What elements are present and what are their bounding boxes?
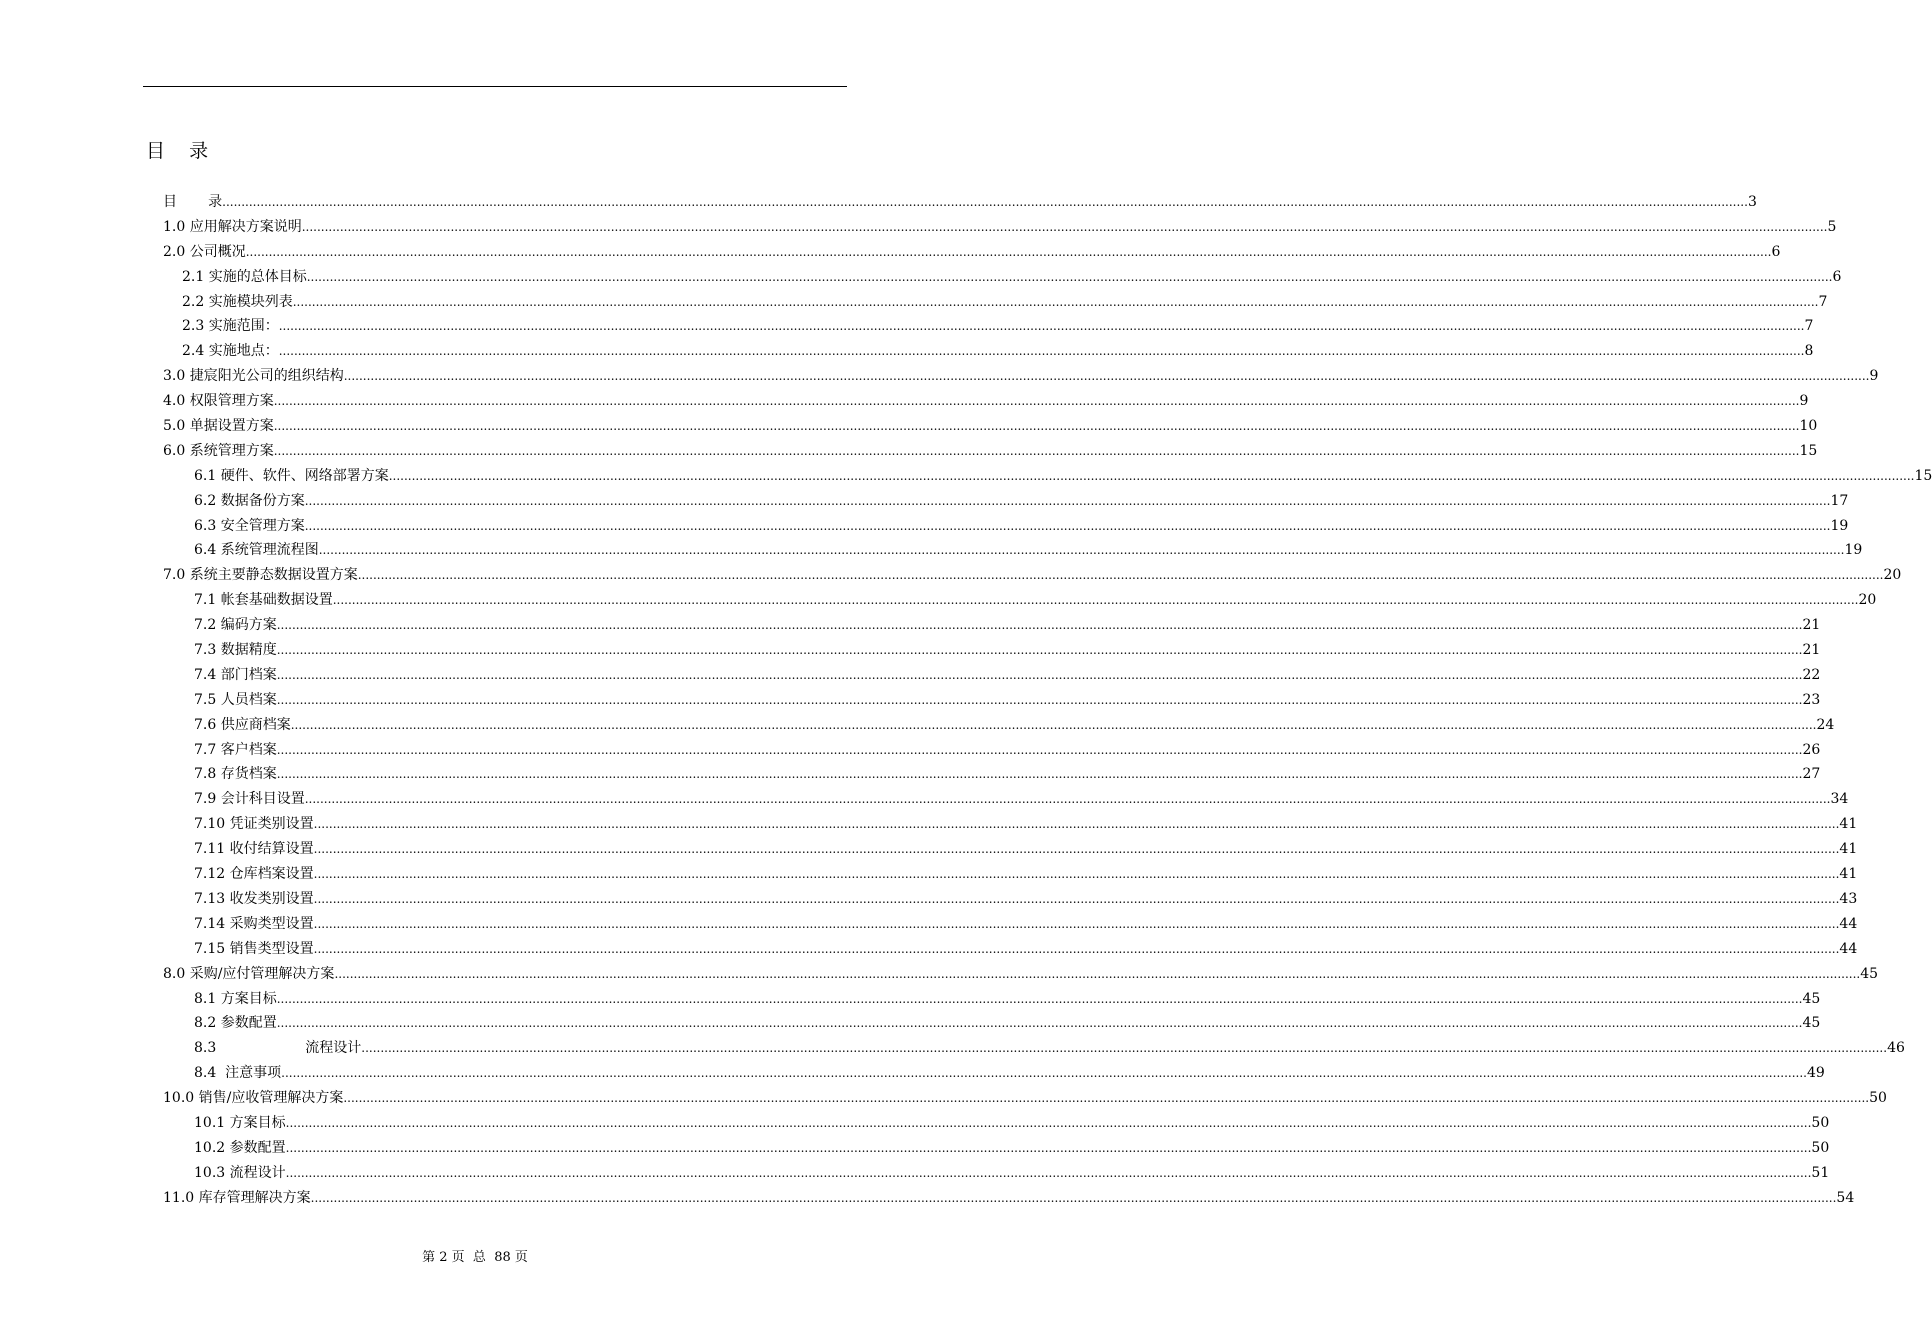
toc-entry-page: 9 <box>1799 393 1809 410</box>
toc-entry-title: 7.8 存货档案 <box>194 766 277 783</box>
toc-entry[interactable] <box>163 339 1814 364</box>
toc-entry-page: 23 <box>1802 691 1821 708</box>
toc-entry-page: 50 <box>1869 1090 1887 1107</box>
toc-leader-dots: ................................................................................................................................................................................................................................................................................................................................................................................................................ <box>273 394 1800 409</box>
toc-leader-dots: ................................................................................................................................................................................................................................................................................................................................................................................................................ <box>245 244 1772 259</box>
toc-leader-dots: ................................................................................................................................................................................................................................................................................................................................................................................................................ <box>276 618 1803 633</box>
toc-entry-page: 46 <box>1887 1040 1905 1057</box>
toc-entry-title: 7.14 采购类型设置 <box>194 915 314 932</box>
toc-entry-title: 5.0 单据设置方案 <box>163 418 274 435</box>
header-rule <box>143 86 847 87</box>
toc-entry-title: 7.15 销售类型设置 <box>194 940 314 957</box>
toc-entry[interactable] <box>163 787 1849 812</box>
toc-entry-page: 19 <box>1844 542 1863 559</box>
toc-leader-dots: ................................................................................................................................................................................................................................................................................................................................................................................................................ <box>285 1165 1812 1180</box>
toc-entry-page: 7 <box>1818 293 1828 310</box>
toc-entry[interactable] <box>163 613 1821 638</box>
toc-entry-page: 41 <box>1839 841 1858 858</box>
toc-entry-page: 21 <box>1802 617 1821 634</box>
toc-entry[interactable] <box>163 738 1821 763</box>
toc-entry[interactable] <box>163 364 1879 389</box>
toc-leader-dots: ................................................................................................................................................................................................................................................................................................................................................................................................................ <box>343 1091 1870 1106</box>
toc-entry-page: 41 <box>1839 866 1858 883</box>
toc-leader-dots: ................................................................................................................................................................................................................................................................................................................................................................................................................ <box>222 195 1748 209</box>
toc-entry-title: 1.0 应用解决方案说明 <box>163 218 302 235</box>
toc-leader-dots: ................................................................................................................................................................................................................................................................................................................................................................................................................ <box>304 518 1831 533</box>
toc-entry-title: 10.0 销售/应收管理解决方案 <box>163 1090 344 1107</box>
toc-leader-dots: ................................................................................................................................................................................................................................................................................................................................................................................................................ <box>278 319 1805 334</box>
toc-entry[interactable] <box>163 1186 1855 1211</box>
toc-leader-dots: ................................................................................................................................................................................................................................................................................................................................................................................................................ <box>306 269 1833 284</box>
toc-entry[interactable] <box>163 563 1902 588</box>
toc-leader-dots: ................................................................................................................................................................................................................................................................................................................................................................................................................ <box>310 1190 1837 1205</box>
toc-entry[interactable] <box>163 538 1863 563</box>
toc-entry-page: 50 <box>1811 1114 1830 1131</box>
toc-entry-title: 6.2 数据备份方案 <box>194 492 305 509</box>
toc-leader-dots: ................................................................................................................................................................................................................................................................................................................................................................................................................ <box>332 593 1859 608</box>
toc-entry-title: 2.1 实施的总体目标 <box>182 268 307 285</box>
toc-entry-page: 6 <box>1832 268 1842 285</box>
toc-entry-title: 2.0 公司概况 <box>163 243 246 260</box>
toc-entry[interactable] <box>163 1086 1887 1111</box>
toc-entry[interactable] <box>163 962 1879 987</box>
toc-entry-title: 7.5 人员档案 <box>194 691 277 708</box>
toc-entry-page: 49 <box>1806 1065 1825 1082</box>
toc-entry[interactable] <box>163 439 1818 464</box>
toc-leader-dots: ................................................................................................................................................................................................................................................................................................................................................................................................................ <box>313 842 1840 857</box>
toc-entry[interactable] <box>163 290 1828 315</box>
toc-entry[interactable] <box>163 588 1877 613</box>
toc-entry-page: 6 <box>1771 243 1781 260</box>
toc-entry-title: 10.1 方案目标 <box>194 1114 286 1131</box>
toc-entry-page: 17 <box>1830 492 1849 509</box>
toc-entry-title: 7.11 收付结算设置 <box>194 841 314 858</box>
toc-entry-title: 7.13 收发类别设置 <box>194 890 314 907</box>
toc-entry[interactable] <box>163 190 1757 215</box>
toc-entry-page: 22 <box>1802 666 1821 683</box>
toc-entry-title: 2.4 实施地点： <box>182 343 279 360</box>
toc-entry-page: 3 <box>1747 194 1757 210</box>
toc-entry[interactable] <box>163 314 1814 339</box>
toc-entry-title: 10.2 参数配置 <box>194 1139 286 1156</box>
toc-entry-title: 7.10 凭证类别设置 <box>194 816 314 833</box>
toc-leader-dots: ................................................................................................................................................................................................................................................................................................................................................................................................................ <box>343 369 1870 384</box>
toc-entry-title: 7.9 会计科目设置 <box>194 791 305 808</box>
toc-leader-dots: ................................................................................................................................................................................................................................................................................................................................................................................................................ <box>304 493 1831 508</box>
toc-entry[interactable] <box>163 663 1821 688</box>
toc-entry-page: 10 <box>1799 418 1818 435</box>
toc-leader-dots: ................................................................................................................................................................................................................................................................................................................................................................................................................ <box>318 543 1845 558</box>
toc-entry-page: 20 <box>1858 592 1877 609</box>
toc-entry[interactable] <box>163 414 1818 439</box>
toc-entry-page: 45 <box>1860 965 1879 982</box>
toc-entry-page: 54 <box>1836 1189 1855 1206</box>
toc-entry[interactable] <box>163 1011 1821 1036</box>
toc-entry-title: 8.1 方案目标 <box>194 990 277 1007</box>
toc-leader-dots: ................................................................................................................................................................................................................................................................................................................................................................................................................ <box>301 219 1828 234</box>
toc-leader-dots: ................................................................................................................................................................................................................................................................................................................................................................................................................ <box>388 468 1915 483</box>
toc-leader-dots: ................................................................................................................................................................................................................................................................................................................................................................................................................ <box>276 1016 1803 1031</box>
table-of-contents <box>163 190 1932 1211</box>
toc-entry[interactable] <box>163 215 1837 240</box>
toc-entry[interactable] <box>163 987 1821 1012</box>
toc-leader-dots: ................................................................................................................................................................................................................................................................................................................................................................................................................ <box>285 1115 1812 1130</box>
toc-entry-page: 34 <box>1830 791 1849 808</box>
toc-entry[interactable] <box>163 1136 1830 1161</box>
toc-entry[interactable] <box>163 762 1821 787</box>
toc-entry-title: 7.1 帐套基础数据设置 <box>194 592 333 609</box>
toc-entry-title: 2.2 实施模块列表 <box>182 293 293 310</box>
toc-entry[interactable] <box>163 1036 1905 1061</box>
toc-entry-page: 9 <box>1869 368 1879 385</box>
toc-entry-title: 8.2 参数配置 <box>194 1015 277 1032</box>
toc-entry-title: 6.4 系统管理流程图 <box>194 542 319 559</box>
toc-leader-dots: ................................................................................................................................................................................................................................................................................................................................................................................................................ <box>276 991 1803 1006</box>
toc-entry[interactable] <box>163 1061 1825 1086</box>
toc-entry-page: 51 <box>1811 1164 1830 1181</box>
toc-entry[interactable] <box>163 862 1858 887</box>
toc-entry-title: 10.3 流程设计 <box>194 1164 286 1181</box>
toc-leader-dots: ................................................................................................................................................................................................................................................................................................................................................................................................................ <box>276 692 1803 707</box>
toc-leader-dots: ................................................................................................................................................................................................................................................................................................................................................................................................................ <box>361 1041 1888 1056</box>
toc-leader-dots: ................................................................................................................................................................................................................................................................................................................................................................................................................ <box>357 568 1884 583</box>
toc-entry-page: 20 <box>1883 567 1902 584</box>
toc-entry-title: 4.0 权限管理方案 <box>163 393 274 410</box>
toc-leader-dots: ................................................................................................................................................................................................................................................................................................................................................................................................................ <box>273 443 1800 458</box>
toc-entry-page: 21 <box>1802 642 1821 659</box>
toc-entry-page: 45 <box>1802 990 1821 1007</box>
toc-leader-dots: ................................................................................................................................................................................................................................................................................................................................................................................................................ <box>285 1140 1812 1155</box>
toc-leader-dots: ................................................................................................................................................................................................................................................................................................................................................................................................................ <box>278 344 1805 359</box>
toc-leader-dots: ................................................................................................................................................................................................................................................................................................................................................................................................................ <box>273 419 1800 434</box>
toc-entry-page: 8 <box>1804 343 1814 360</box>
toc-entry-page: 45 <box>1802 1015 1821 1032</box>
toc-entry-page: 44 <box>1839 940 1858 957</box>
toc-leader-dots: ................................................................................................................................................................................................................................................................................................................................................................................................................ <box>304 792 1831 807</box>
toc-entry-page: 43 <box>1839 890 1858 907</box>
toc-leader-dots: ................................................................................................................................................................................................................................................................................................................................................................................................................ <box>313 817 1840 832</box>
toc-entry[interactable] <box>163 887 1858 912</box>
toc-entry[interactable] <box>163 1161 1830 1186</box>
toc-entry-title: 8.3 流程设计 <box>194 1040 362 1057</box>
toc-leader-dots: ................................................................................................................................................................................................................................................................................................................................................................................................................ <box>313 867 1840 882</box>
toc-entry-title: 目 录 <box>163 194 223 210</box>
toc-entry[interactable] <box>163 240 1781 265</box>
toc-leader-dots: ................................................................................................................................................................................................................................................................................................................................................................................................................ <box>281 1066 1807 1081</box>
toc-leader-dots: ................................................................................................................................................................................................................................................................................................................................................................................................................ <box>276 667 1803 682</box>
toc-entry[interactable] <box>163 713 1835 738</box>
toc-entry-title: 6.1 硬件、软件、网络部署方案 <box>194 467 389 484</box>
toc-leader-dots: ................................................................................................................................................................................................................................................................................................................................................................................................................ <box>276 767 1803 782</box>
toc-entry-title: 3.0 捷宸阳光公司的组织结构 <box>163 368 344 385</box>
toc-entry-page: 5 <box>1827 218 1837 235</box>
toc-heading: 目 录 <box>146 140 209 162</box>
toc-entry-title: 7.6 供应商档案 <box>194 716 291 733</box>
toc-entry-page: 7 <box>1804 318 1814 335</box>
toc-entry[interactable] <box>163 812 1858 837</box>
toc-entry-page: 44 <box>1839 915 1858 932</box>
toc-entry-title: 11.0 库存管理解决方案 <box>163 1189 311 1206</box>
toc-leader-dots: ................................................................................................................................................................................................................................................................................................................................................................................................................ <box>313 891 1840 906</box>
toc-entry[interactable] <box>163 638 1821 663</box>
toc-entry-title: 7.7 客户档案 <box>194 741 277 758</box>
toc-leader-dots: ................................................................................................................................................................................................................................................................................................................................................................................................................ <box>276 742 1803 757</box>
page-footer: 第 2 页 总 88 页 <box>422 1250 528 1265</box>
toc-entry[interactable] <box>163 464 1932 489</box>
toc-entry-title: 7.2 编码方案 <box>194 617 277 634</box>
toc-entry[interactable] <box>163 265 1842 290</box>
toc-entry-title: 8.4 注意事项 <box>194 1065 282 1082</box>
toc-entry[interactable] <box>163 389 1809 414</box>
toc-entry-page: 15 <box>1799 442 1818 459</box>
toc-entry[interactable] <box>163 688 1821 713</box>
toc-leader-dots: ................................................................................................................................................................................................................................................................................................................................................................................................................ <box>313 941 1840 956</box>
toc-entry[interactable] <box>163 489 1849 514</box>
toc-entry-page: 26 <box>1802 741 1821 758</box>
toc-leader-dots: ................................................................................................................................................................................................................................................................................................................................................................................................................ <box>292 294 1819 309</box>
toc-entry-title: 7.4 部门档案 <box>194 666 277 683</box>
toc-entry[interactable] <box>163 837 1858 862</box>
toc-leader-dots: ................................................................................................................................................................................................................................................................................................................................................................................................................ <box>334 966 1861 981</box>
toc-entry-title: 2.3 实施范围： <box>182 318 279 335</box>
toc-entry-title: 7.12 仓库档案设置 <box>194 866 314 883</box>
toc-entry-title: 7.3 数据精度 <box>194 642 277 659</box>
toc-entry-title: 6.3 安全管理方案 <box>194 517 305 534</box>
toc-entry-page: 15 <box>1914 467 1932 484</box>
toc-entry[interactable] <box>163 937 1858 962</box>
toc-entry[interactable] <box>163 1111 1830 1136</box>
toc-leader-dots: ................................................................................................................................................................................................................................................................................................................................................................................................................ <box>276 643 1803 658</box>
toc-leader-dots: ................................................................................................................................................................................................................................................................................................................................................................................................................ <box>290 717 1817 732</box>
toc-entry[interactable] <box>163 912 1858 937</box>
toc-entry-page: 24 <box>1816 716 1835 733</box>
toc-entry-page: 41 <box>1839 816 1858 833</box>
toc-entry-page: 50 <box>1811 1139 1830 1156</box>
toc-entry-title: 8.0 采购/应付管理解决方案 <box>163 965 335 982</box>
toc-entry-page: 19 <box>1830 517 1849 534</box>
toc-entry[interactable] <box>163 514 1849 539</box>
toc-entry-title: 7.0 系统主要静态数据设置方案 <box>163 567 358 584</box>
toc-entry-page: 27 <box>1802 766 1821 783</box>
toc-entry-title: 6.0 系统管理方案 <box>163 442 274 459</box>
toc-leader-dots: ................................................................................................................................................................................................................................................................................................................................................................................................................ <box>313 916 1840 931</box>
